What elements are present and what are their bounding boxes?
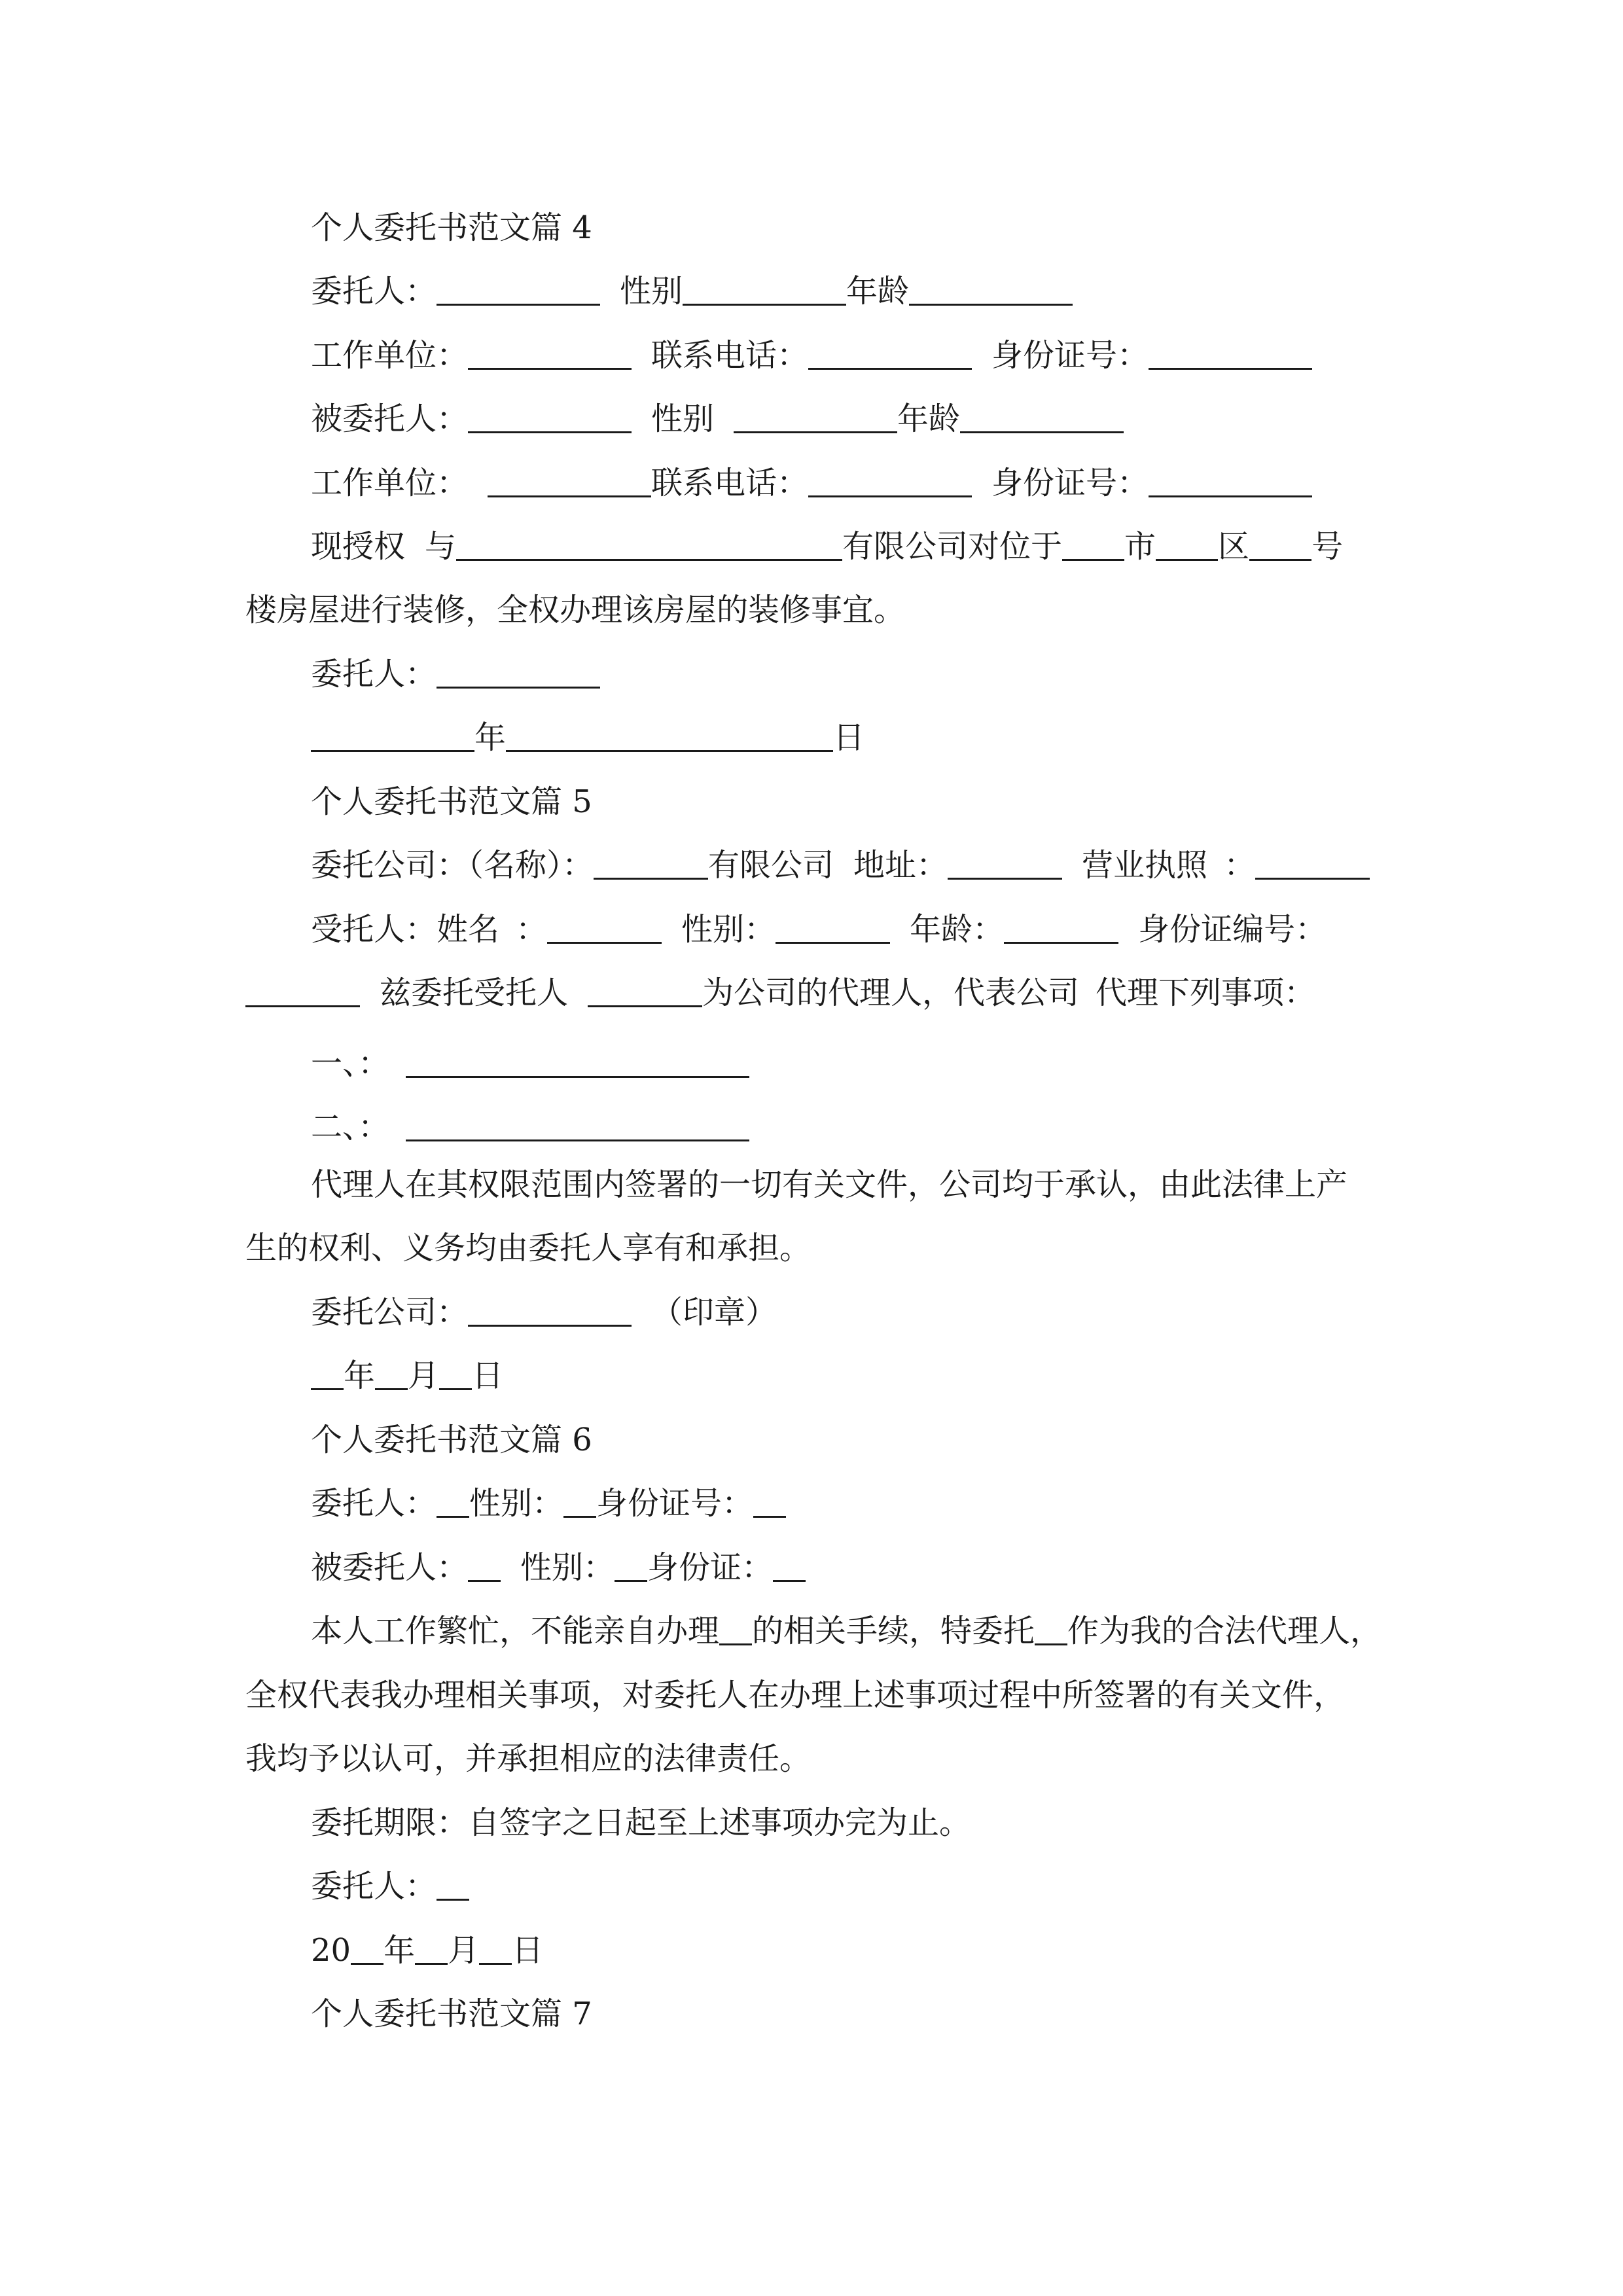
section-6-heading: 个人委托书范文篇 6 (311, 1422, 592, 1458)
blank (506, 721, 833, 752)
label: 日 (472, 1357, 504, 1394)
label: 性别： (520, 1549, 615, 1586)
blank (588, 977, 702, 1007)
label: 性别： (469, 1485, 564, 1522)
blank (468, 1296, 632, 1327)
label: 二、： (311, 1109, 390, 1145)
blank (1255, 849, 1370, 880)
blank (1149, 339, 1312, 370)
blank (245, 977, 360, 1007)
blank (683, 275, 846, 306)
label: 代理下列事项： (1096, 975, 1316, 1011)
label: 身份证号： (596, 1485, 754, 1522)
s4-signature-line (311, 655, 600, 694)
blank (734, 403, 897, 433)
s4-date-line (311, 718, 865, 757)
blank (375, 1359, 408, 1390)
label: 性别 (651, 401, 715, 437)
label: 身份证号： (991, 337, 1149, 374)
s6-term-line: 委托期限：自签字之日起至上述事项办完为止。 (311, 1804, 971, 1841)
blank (439, 1359, 472, 1390)
label: ： (516, 911, 548, 948)
blank (547, 913, 662, 944)
s4-principal-line (311, 272, 1073, 311)
section-4-heading: 个人委托书范文篇 4 (311, 209, 592, 246)
label: 联系电话： (651, 465, 809, 501)
s5-paragraph-line-1: 代理人在其权限范围内签署的一切有关文件，公司均于承认，由此法律上产 (311, 1166, 1348, 1203)
s5-company-line (311, 846, 1370, 885)
label: 年 (344, 1357, 376, 1394)
label: 委托公司：（名称）： (311, 847, 594, 884)
label: 月 (408, 1357, 440, 1394)
s5-item-1 (311, 1044, 749, 1083)
blank (415, 1934, 448, 1965)
s4-agent-work-line (311, 463, 1312, 503)
section-7-heading: 个人委托书范文篇 7 (311, 1996, 592, 2032)
label: 日 (512, 1932, 544, 1969)
blank (594, 849, 708, 880)
blank (563, 1487, 596, 1518)
blank (311, 1359, 344, 1390)
label: （印章） (651, 1294, 777, 1331)
label: 被委托人： (311, 1549, 469, 1586)
label: 身份证： (647, 1549, 774, 1586)
label: 市 (1124, 528, 1156, 565)
label: 委托人： (311, 1485, 437, 1522)
label: 年龄 (846, 273, 910, 310)
s5-date-line (311, 1356, 503, 1395)
blank (1249, 530, 1311, 561)
label: 受托人：姓名 (311, 911, 500, 948)
blank (406, 1047, 749, 1078)
s4-agent-line (311, 399, 1124, 439)
blank (1156, 530, 1218, 561)
s4-principal-work-line (311, 336, 1312, 375)
label: 作为我的合法代理人， (1067, 1613, 1382, 1649)
s6-date-line (311, 1931, 543, 1970)
s5-entrust-line (245, 973, 1315, 1013)
label: 月 (448, 1932, 480, 1969)
blank (909, 275, 1073, 306)
blank (479, 1934, 512, 1965)
label: 为公司的代理人，代表公司 (702, 975, 1080, 1011)
section-5-heading: 个人委托书范文篇 5 (311, 783, 592, 820)
blank (960, 403, 1124, 433)
label: 联系电话： (651, 337, 809, 374)
blank (808, 467, 972, 497)
blank (351, 1934, 383, 1965)
label: 兹委托受托人 (380, 975, 569, 1011)
label: 有限公司 (708, 847, 834, 884)
label: 性别： (681, 911, 776, 948)
blank (615, 1551, 647, 1582)
label: 年 (474, 719, 507, 756)
s5-item-2 (311, 1107, 749, 1147)
label: 20 (311, 1932, 351, 1969)
label: 委托人： (311, 273, 437, 310)
s6-agent-line (311, 1548, 806, 1587)
blank (437, 275, 600, 306)
s6-signature-line (311, 1867, 469, 1906)
blank (808, 339, 972, 370)
blank (776, 913, 890, 944)
blank (1004, 913, 1118, 944)
blank (456, 530, 842, 561)
label: 年龄 (897, 401, 961, 437)
label: 年 (383, 1932, 416, 1969)
blank (719, 1615, 752, 1645)
label: 工作单位： (311, 337, 469, 374)
blank (437, 1870, 469, 1901)
label: 号 (1311, 528, 1344, 565)
s5-company-seal-line (311, 1293, 777, 1332)
s5-paragraph-line-2: 生的权利、义务均由委托人享有和承担。 (245, 1230, 812, 1266)
blank (468, 403, 632, 433)
s6-paragraph-line-3: 我均予以认可，并承担相应的法律责任。 (245, 1740, 812, 1777)
s4-authorization-line (311, 527, 1343, 566)
s6-paragraph-line-2: 全权代表我办理相关事项，对委托人在办理上述事项过程中所签署的有关文件， (245, 1677, 1346, 1713)
label: 日 (833, 719, 865, 756)
label: 地址： (853, 847, 948, 884)
blank (1062, 530, 1124, 561)
label: 年龄： (910, 911, 1005, 948)
blank (437, 1487, 469, 1518)
label: 委托公司： (311, 1294, 469, 1331)
blank (311, 721, 474, 752)
blank (468, 1551, 501, 1582)
label: 一、： (311, 1045, 390, 1082)
label: 与 (425, 528, 457, 565)
s5-agent-line (311, 910, 1327, 949)
blank (948, 849, 1062, 880)
label: 委托人： (311, 1868, 437, 1905)
label: 身份证编号： (1138, 911, 1327, 948)
s6-principal-line (311, 1484, 786, 1523)
label: 被委托人： (311, 401, 469, 437)
label: 现授权 (311, 528, 406, 565)
blank (437, 658, 600, 689)
label: 本人工作繁忙，不能亲自办理 (311, 1613, 720, 1649)
label: 的相关手续，特委托 (752, 1613, 1035, 1649)
blank (773, 1551, 806, 1582)
s6-paragraph-line-1 (311, 1611, 1382, 1651)
blank (1035, 1615, 1067, 1645)
label: 身份证号： (991, 465, 1149, 501)
label: 工作单位： (311, 465, 469, 501)
label: 委托人： (311, 656, 437, 692)
blank (468, 339, 632, 370)
blank (753, 1487, 786, 1518)
blank (488, 467, 651, 497)
blank (1149, 467, 1312, 497)
label: 性别 (620, 273, 683, 310)
label: 有限公司对位于 (842, 528, 1063, 565)
label: 营业执照 (1082, 847, 1208, 884)
label: ： (1224, 847, 1256, 884)
label: 区 (1218, 528, 1250, 565)
blank (406, 1111, 749, 1141)
s4-authorization-line-2: 楼房屋进行装修，全权办理该房屋的装修事宜。 (245, 592, 906, 628)
